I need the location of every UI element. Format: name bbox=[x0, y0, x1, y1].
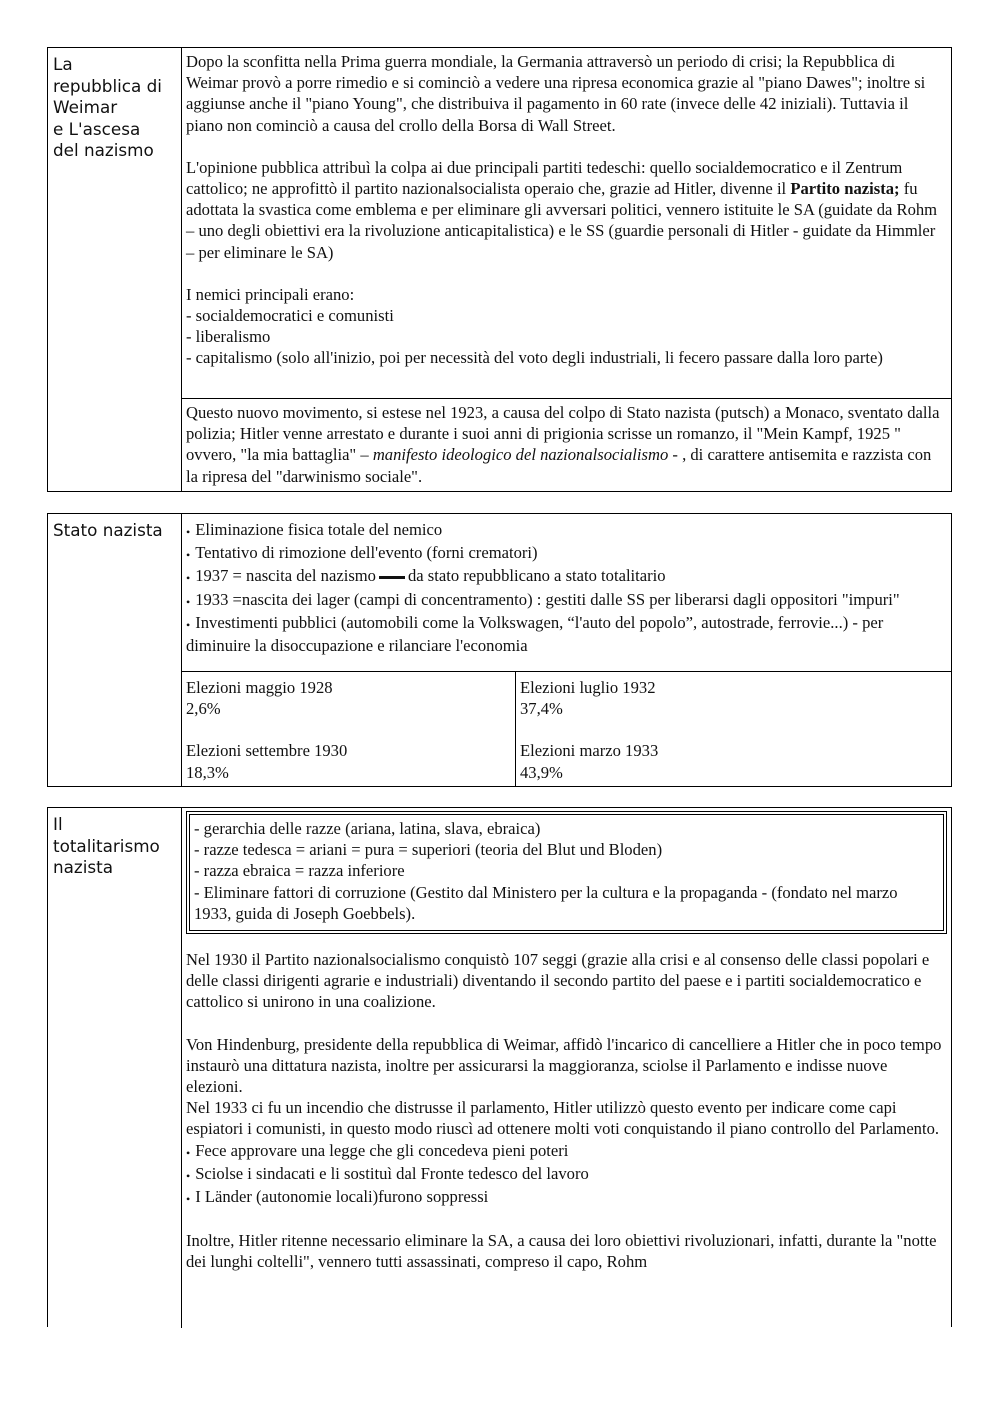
bullet-item: • 1933 =nascita dei lager (campi di concentramento) : gestiti dalle SS per liberarsi dagli oppositori "impuri" bbox=[186, 589, 947, 612]
bullet-item: • Fece approvare una legge che gli concedeva pieni poteri bbox=[186, 1140, 947, 1163]
election-title: Elezioni settembre 1930 bbox=[186, 741, 348, 761]
stato-nazista-table bbox=[47, 513, 952, 787]
weimar-paragraph-2 bbox=[186, 157, 947, 263]
bullet-item: • Eliminazione fisica totale del nemico bbox=[186, 519, 947, 542]
weimar-paragraph-2-end: fu adottata la svastica come emblema e per eliminare gli avversari politici, vennero istituite le SA (guidate da Rohm – uno degli obiettivi era la rivoluzione anticapitalistica) e le SS (guardie personali di Hitler - guidate da Himmler – per eliminare le SA) bbox=[186, 179, 938, 262]
enemies-title: I nemici principali erano: bbox=[186, 284, 355, 304]
arrow-icon bbox=[379, 576, 405, 579]
weimar-paragraph-1: Dopo la sconfitta nella Prima guerra mondiale, la Germania attraversò un periodo di crisi; la Repubblica di Weimar provò a porre rimedio e si cominciò a vedere una ripresa economica grazie al "piano Dawes"; inoltre si aggiunse anche il "piano Young", che distribuiva il pagamento in 60 rate (invece delle 42 iniziali). Tuttavia il piano non cominciò a causa del crollo della Borsa di Wall Street. bbox=[186, 52, 926, 135]
putsch-text-end: - , di carattere antisemita e razzista con la ripresa del "darwinismo sociale". bbox=[186, 445, 932, 486]
totalitarismo-paragraph-1: Nel 1930 il Partito nazionalsocialismo conquistò 107 seggi (grazie alla crisi e al consenso delle classi popolari e delle classi dirigenti agrarie e industriali) diventando il secondo partito del paese e i partiti socialdemocratico e cattolico si unirono in una coalizione. bbox=[186, 950, 930, 1012]
election-title: Elezioni maggio 1928 bbox=[186, 678, 333, 697]
election-cell-1928 bbox=[182, 674, 515, 786]
bullet-item: • I Länder (autonomie locali)furono soppressi bbox=[186, 1186, 947, 1209]
election-cell-1932 bbox=[516, 674, 951, 786]
stato-nazista-label: Stato nazista bbox=[48, 514, 182, 786]
election-value: 43,9% bbox=[520, 762, 563, 782]
totalitarismo-label: Il totalitarismo nazista bbox=[48, 808, 182, 1328]
bullet-item: • Investimenti pubblici (automobili come la Volkswagen, “l'auto del popolo”, autostrade, ferrovie...) - per diminuire la disoccupazione e rilanciare l'economia bbox=[186, 612, 947, 656]
election-value: 2,6% bbox=[186, 699, 221, 719]
stato-nazista-divider bbox=[182, 671, 951, 672]
putsch-text-start: Questo nuovo movimento, si estese nel 1923, a causa del colpo di Stato nazista (putsch) a Monaco, sventato dalla polizia; Hitler venne arrestato e durante i suoi anni di prigionia scrisse un romanzo, il "Mein Kampf, 1925 " ovvero, "la mia battaglia" – bbox=[186, 403, 940, 465]
election-title: Elezioni luglio 1932 bbox=[520, 678, 656, 697]
bullet-1937-start: 1937 = nascita del nazismo bbox=[195, 566, 376, 586]
election-value: 18,3% bbox=[186, 762, 229, 782]
stato-nazista-cell-main bbox=[182, 516, 951, 672]
partito-nazista-bold: Partito nazista; bbox=[790, 179, 900, 199]
weimar-cell-putsch bbox=[182, 399, 951, 490]
race-line: - razza ebraica = razza inferiore bbox=[194, 861, 405, 881]
bullet-1937-end: da stato repubblicano a stato totalitario bbox=[407, 566, 666, 586]
race-line: - razze tedesca = ariani = pura = superiori (teoria del Blut und Bloden) bbox=[194, 840, 663, 860]
manifesto-italic: manifesto ideologico del nazionalsocialismo bbox=[372, 445, 669, 465]
totalitarismo-paragraph-3: Nel 1933 ci fu un incendio che distrusse il parlamento, Hitler utilizzò questo evento per indicare come capi espiatori i comunisti, in questo modo riuscì ad ottenere molti voti conquistando il piano controllo del Parlamento. bbox=[186, 1098, 940, 1139]
totalitarismo-paragraph-4: Inoltre, Hitler ritenne necessario eliminare la SA, a causa dei loro obiettivi rivoluzionari, infatti, durante la "notte dei lunghi coltelli", vennero tutti assassinati, compreso il capo, Rohm bbox=[186, 1231, 937, 1272]
race-line: - Eliminare fattori di corruzione (Gestito dal Ministero per la cultura e la propaganda - (fondato nel marzo 1933, guida di Joseph Goebbels). bbox=[194, 882, 898, 923]
putsch-paragraph bbox=[186, 402, 947, 487]
election-value: 37,4% bbox=[520, 699, 563, 719]
enemy-item: - capitalismo (solo all'inizio, poi per necessità del voto degli industriali, li fecero passare dalla loro parte) bbox=[186, 348, 883, 368]
race-hierarchy-inner bbox=[189, 814, 944, 931]
stato-nazista-bullets bbox=[186, 519, 947, 656]
totalitarismo-cell-main bbox=[182, 946, 951, 1276]
enemy-item: - liberalismo bbox=[186, 327, 271, 347]
totalitarismo-table bbox=[47, 807, 952, 1327]
bullet-item-1937 bbox=[186, 565, 947, 588]
election-title: Elezioni marzo 1933 bbox=[520, 741, 659, 761]
weimar-table bbox=[47, 47, 952, 492]
weimar-paragraph-2-start: L'opinione pubblica attribuì la colpa ai due principali partiti tedeschi: quello socialdemocratico e il Zentrum cattolico; ne approfittò il partito nazionalsocialista operaio che, grazie ad Hitler, divenne il bbox=[186, 157, 903, 199]
weimar-cell-main bbox=[182, 48, 951, 398]
race-line: - gerarchia delle razze (ariana, latina, slava, ebraica) bbox=[194, 819, 541, 838]
totalitarismo-bullets bbox=[186, 1140, 947, 1210]
bullet-item: • Sciolse i sindacati e li sostituì dal Fronte tedesco del lavoro bbox=[186, 1163, 947, 1186]
race-hierarchy-box bbox=[186, 811, 947, 934]
totalitarismo-paragraph-2: Von Hindenburg, presidente della repubblica di Weimar, affidò l'incarico di cancelliere a Hitler che in poco tempo instaurò una dittatura nazista, inoltre per assicurarsi la maggioranza, sciolse il Parlamento e indisse nuove elezioni. bbox=[186, 1034, 942, 1097]
bullet-item: • Tentativo di rimozione dell'evento (forni crematori) bbox=[186, 542, 947, 565]
weimar-label: La repubblica di Weimar e L'ascesa del nazismo bbox=[48, 48, 182, 491]
enemy-item: - socialdemocratici e comunisti bbox=[186, 306, 394, 326]
